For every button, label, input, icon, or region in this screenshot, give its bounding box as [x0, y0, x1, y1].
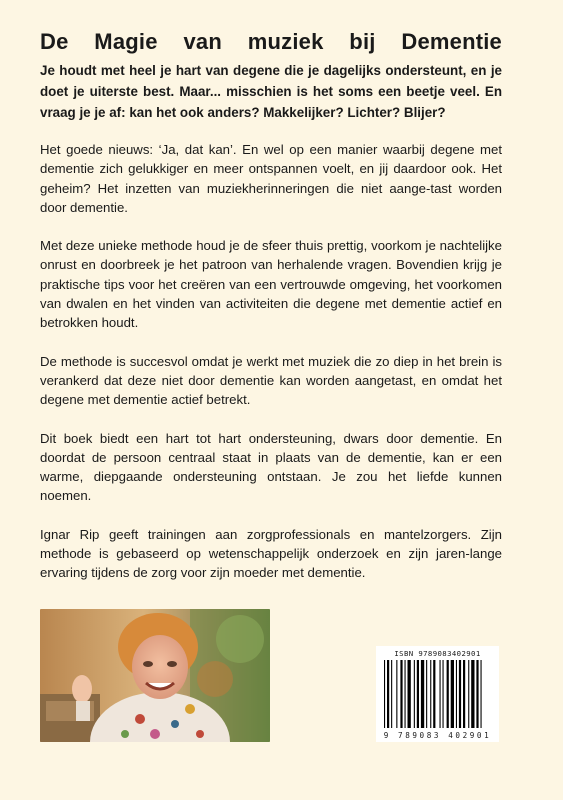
- body-paragraph: De methode is succesvol omdat je werkt met muziek die zo diep in het brein is verankerd dat deze niet door dementie kan worden aangetast, en omdat het degene met dementie actief betrekt.: [40, 353, 502, 408]
- author-photo: [40, 609, 270, 742]
- body-paragraph: Het goede nieuws: ‘Ja, dat kan’. En wel op een manier waarbij degene met dementie zich gelukkiger en meer ontspannen voelt, en jij daardoor ook. Het geheim? Het inzetten van muziekherinneringen die niet aange-tast worden door dementie.: [40, 142, 502, 215]
- isbn-digits: 9 789083 402901: [383, 731, 492, 740]
- body-paragraph: Dit boek biedt een hart tot hart ondersteuning, dwars door dementie. En doordat de persoon centraal staat in plaats van de dementie, kan er een warme, diepgaande ondersteuning ontstaan. Je zou het liefde kunnen noemen.: [40, 430, 502, 504]
- body-paragraph: Met deze unieke methode houd je de sfeer thuis prettig, voorkom je nachtelijke onrust en doorbreek je het patroon van herhalende vragen. Bovendien krijg je praktische tips voor het creëren van een vertrouwde omgeving, het voorkomen van dwalen en het vinden van activiteiten die degene met dementie actief en betrokken houdt.: [40, 238, 502, 331]
- book-title: De Magie van muziek bij Dementie: [40, 29, 502, 54]
- barcode-bars: [376, 646, 499, 742]
- body-text: [40, 140, 502, 602]
- barcode: [376, 646, 499, 742]
- isbn-label: ISBN 9789083402901: [394, 649, 481, 658]
- lead-paragraph: Je houdt met heel je hart van degene die je dagelijks ondersteunt, en je doet je uiterste best. Maar... misschien is het soms een beetje veel. En vraag je je af: kan het ook anders? Makkelijker? Lichter? Blijer?: [40, 63, 502, 120]
- body-paragraph: Ignar Rip geeft trainingen aan zorgprofessionals en mantelzorgers. Zijn methode is gebaseerd op wetenschappelijk onderzoek en zijn jaren-lange ervaring tijdens de zorg voor zijn moeder met dementie.: [40, 526, 502, 581]
